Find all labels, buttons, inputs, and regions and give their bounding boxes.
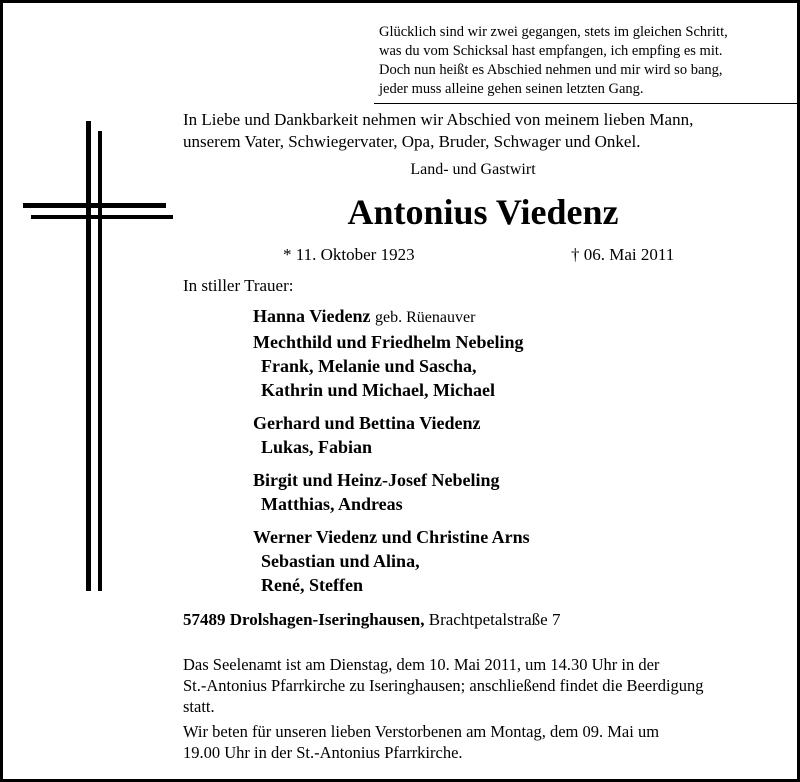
cross-icon (23, 121, 173, 591)
family-group (253, 411, 530, 459)
family-line: Matthias, Andreas (261, 494, 403, 514)
family-group (253, 304, 530, 402)
family-line: Sebastian und Alina, (261, 551, 420, 571)
family-line: Frank, Melanie und Sascha, (261, 356, 477, 376)
family-list (253, 304, 530, 606)
poem (379, 23, 789, 99)
family-line: René, Steffen (261, 575, 363, 595)
wife-name: Hanna Viedenz (253, 306, 371, 326)
family-line: Lukas, Fabian (261, 437, 373, 457)
wife-maiden-name: geb. Rüenauver (375, 309, 476, 326)
birth-date: * 11. Oktober 1923 (283, 245, 415, 264)
family-line: Birgit und Heinz-Josef Nebeling (253, 470, 500, 490)
family-group (253, 525, 530, 597)
intro-line: In Liebe und Dankbarkeit nehmen wir Abschied von meinem lieben Mann, (183, 110, 694, 129)
funeral-notice (183, 654, 783, 717)
occupation: Land- und Gastwirt (410, 161, 536, 178)
family-line: Werner Viedenz und Christine Arns (253, 527, 530, 547)
death-date: † 06. Mai 2011 (571, 245, 675, 264)
family-group (253, 468, 530, 516)
poem-line: was du vom Schicksal hast empfangen, ich empfing es mit. (379, 43, 723, 59)
notice-line: Das Seelenamt ist am Dienstag, dem 10. Mai 2011, um 14.30 Uhr in der (183, 655, 660, 674)
intro-text (183, 109, 763, 153)
poem-line: Doch nun heißt es Abschied nehmen und mir wird so bang, (379, 62, 723, 78)
notice-line: Wir beten für unseren lieben Verstorbenen am Montag, dem 09. Mai um (183, 722, 660, 741)
family-line: Gerhard und Bettina Viedenz (253, 413, 481, 433)
notice-line: 19.00 Uhr in der St.-Antonius Pfarrkirche. (183, 743, 463, 762)
family-line: Kathrin und Michael, Michael (261, 380, 495, 400)
family-line (253, 304, 530, 330)
poem-line: jeder muss alleine gehen seinen letzten Gang. (379, 81, 644, 97)
deceased-name: Antonius Viedenz (347, 192, 619, 232)
intro-line: unserem Vater, Schwiegervater, Opa, Bruder, Schwager und Onkel. (183, 132, 641, 151)
family-line: Mechthild und Friedhelm Nebeling (253, 332, 524, 352)
poem-line: Glücklich sind wir zwei gegangen, stets im gleichen Schritt, (379, 24, 728, 40)
address-street: Brachtpetalstraße 7 (428, 610, 561, 629)
notice-line: statt. (183, 697, 215, 716)
notice-line: St.-Antonius Pfarrkirche zu Iseringhausen; anschließend findet die Beerdigung (183, 676, 704, 695)
address (183, 610, 560, 630)
address-place: 57489 Drolshagen-Iseringhausen, (183, 610, 425, 629)
mourning-label: In stiller Trauer: (183, 276, 294, 295)
prayer-notice (183, 721, 783, 763)
poem-divider (374, 103, 797, 104)
